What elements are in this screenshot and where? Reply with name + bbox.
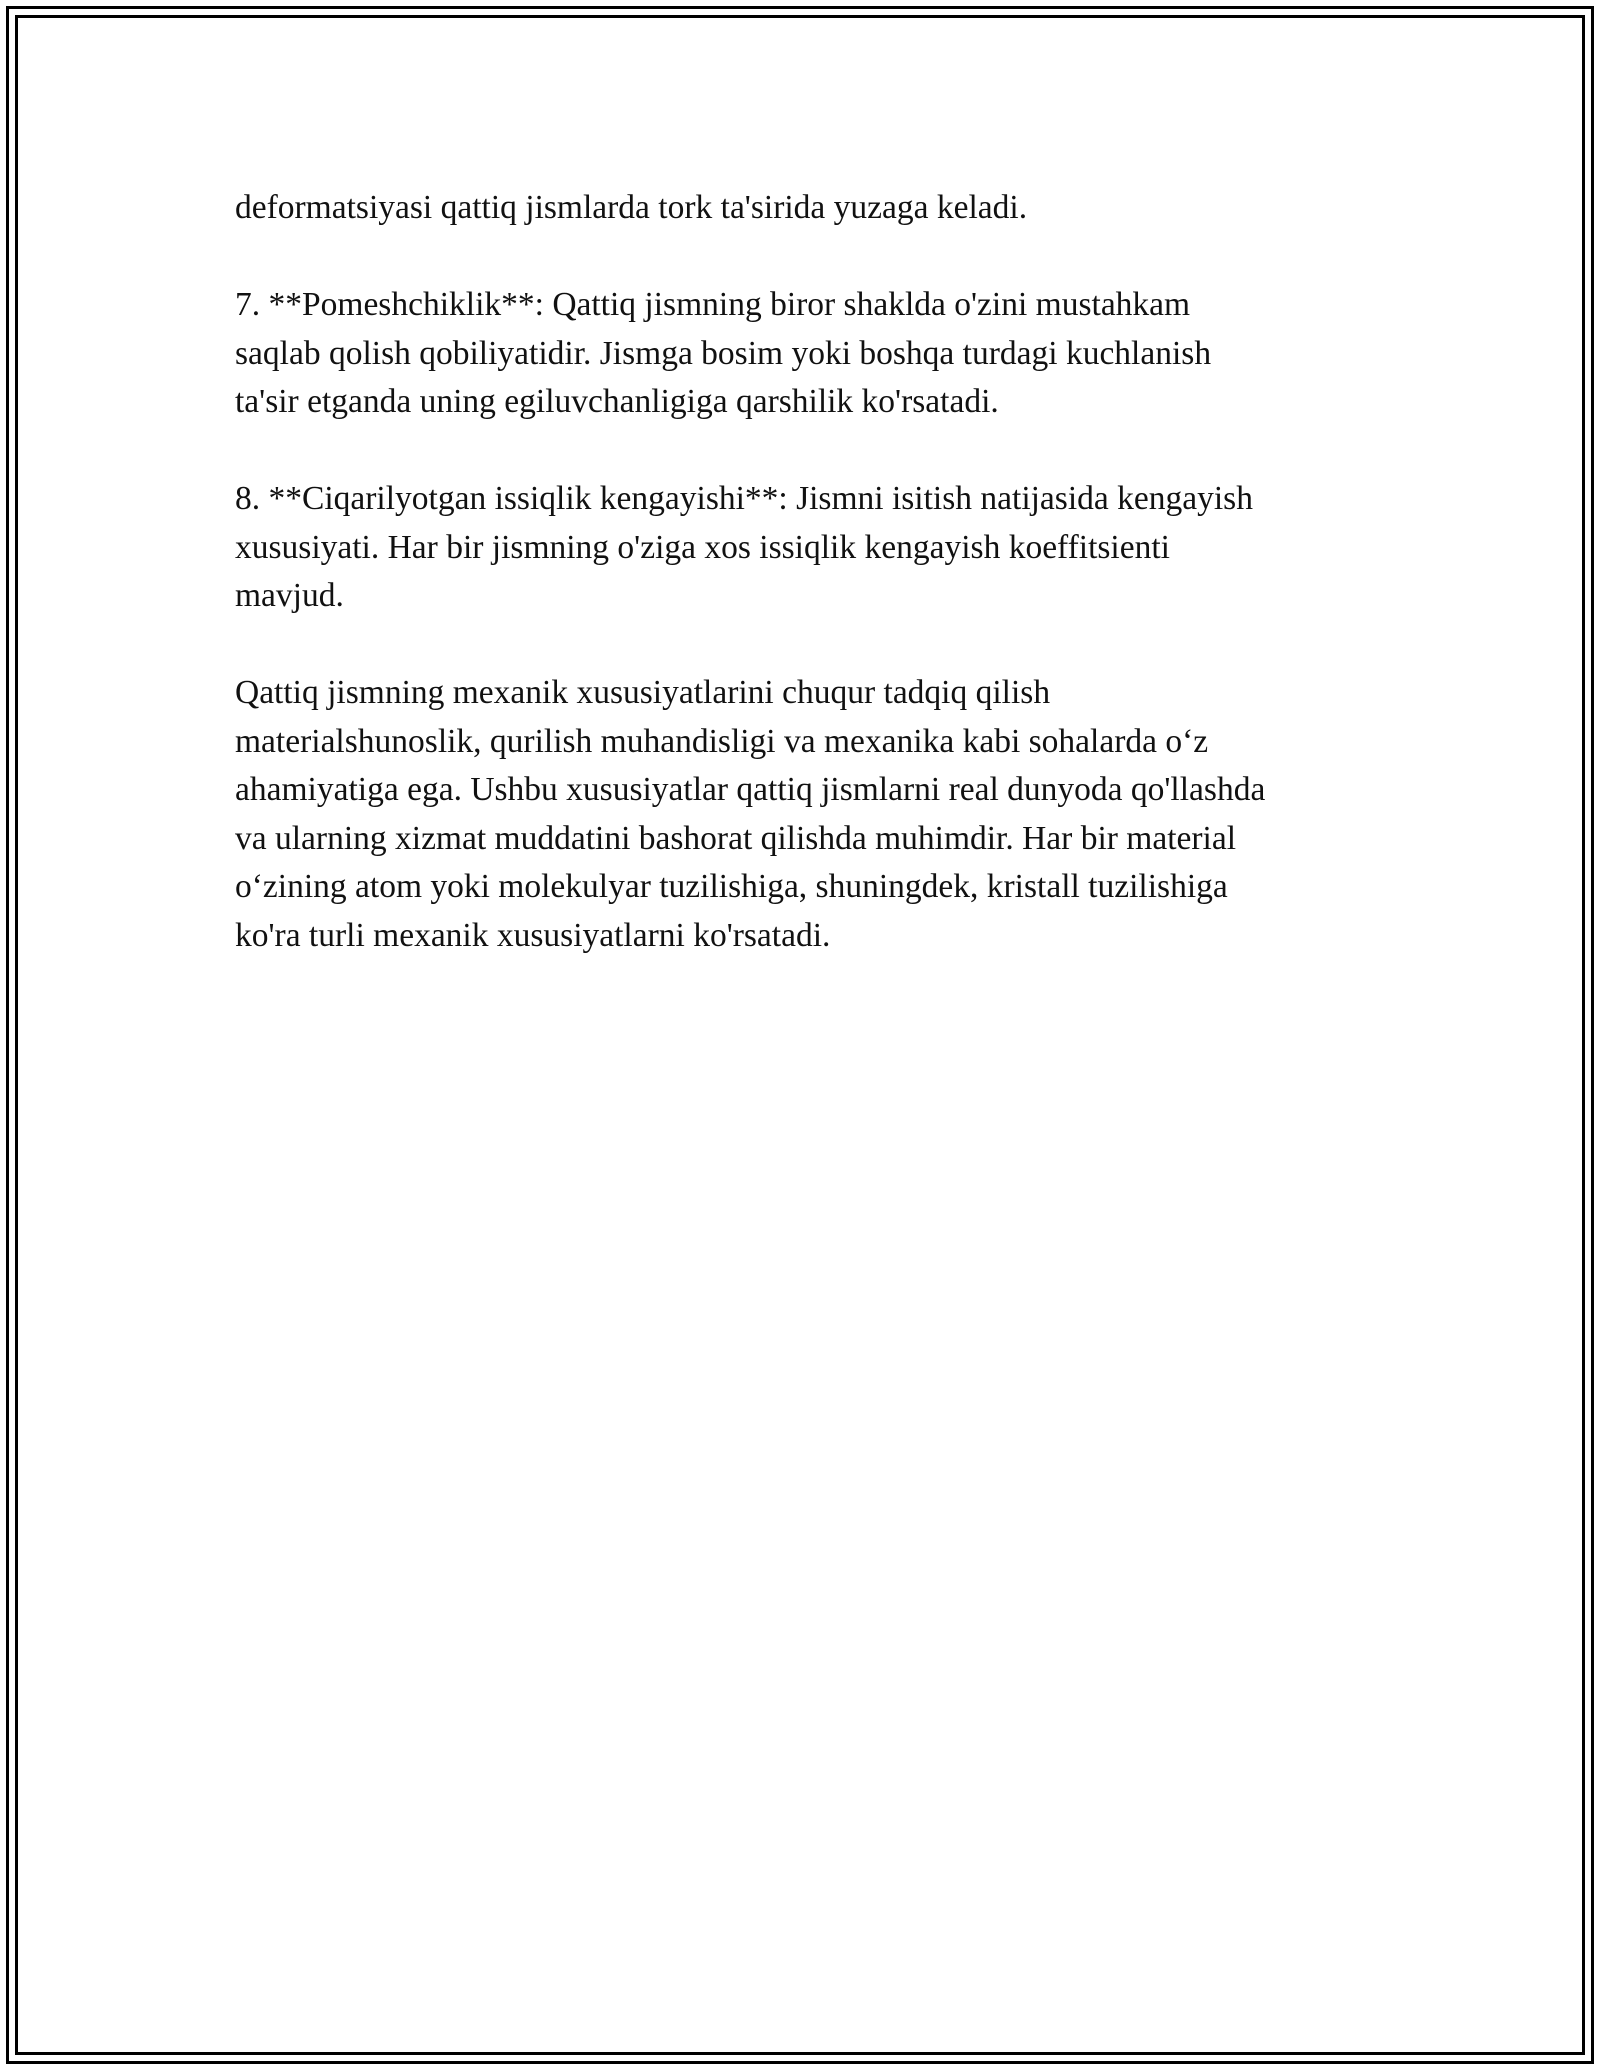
- paragraph-item-8: 8. **Ciqarilyotgan issiqlik kengayishi**: Jismni isitish natijasida kengayish xususiyati. Har bir jismning o'ziga xos issiqlik kengayish koeffitsienti mavjud.: [235, 480, 1253, 614]
- paragraph-deformation-continuation: deformatsiyasi qattiq jismlarda tork ta'sirida yuzaga keladi.: [235, 189, 1028, 226]
- paragraph-conclusion: Qattiq jismning mexanik xususiyatlarini chuqur tadqiq qilish materialshunoslik, qurilish muhandisligi va mexanika kabi sohalarda o‘z ahamiyatiga ega. Ushbu xususiyatlar qattiq jismlarni real dunyoda qo'llashda va ularning xizmat muddatini bashorat qilishda muhimdir. Har bir material o‘zining atom yoki molekulyar tuzilishiga, shuningdek, kristall tuzilishiga ko'ra turli mexanik xususiyatlarni ko'rsatadi.: [235, 674, 1266, 954]
- document-body: [235, 184, 1375, 1009]
- paragraph-item-7: 7. **Pomeshchiklik**: Qattiq jismning biror shaklda o'zini mustahkam saqlab qolish qobiliyatidir. Jismga bosim yoki boshqa turdagi kuchlanish ta'sir etganda uning egiluvchanligiga qarshilik ko'rsatadi.: [235, 286, 1212, 420]
